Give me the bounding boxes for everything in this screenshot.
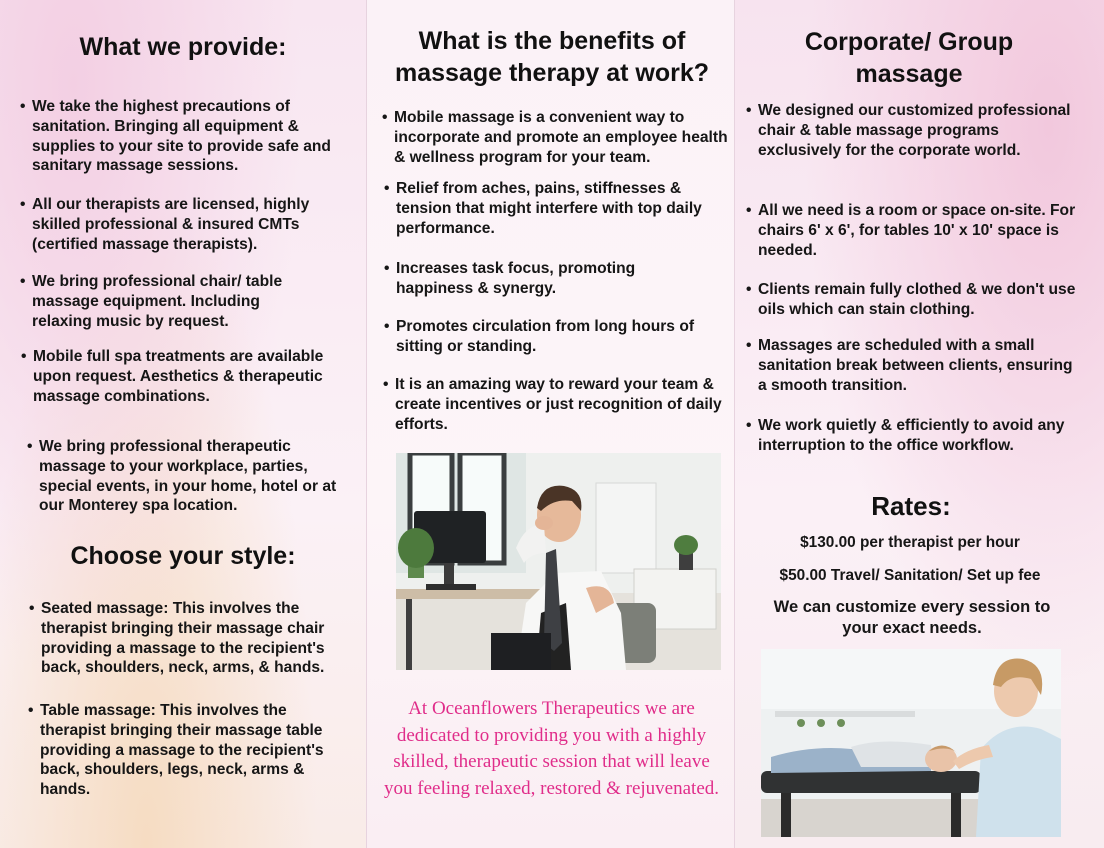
bullet-dot-icon: • [29,600,35,617]
bullet-dot-icon: • [27,438,33,455]
bullet-dot-icon: • [746,202,752,219]
bullet-reward: • It is an amazing way to reward your team & create incentives or just recognition of daily efforts. [383,376,722,433]
bullet-workplace: • We bring professional therapeutic massage to your workplace, parties, special events, in your home, hotel or at our Monterey spa location. [27,438,337,515]
bullet-dot-icon: • [746,337,752,354]
style-seated: • Seated massage: This involves the therapist bringing their massage chair providing a massage to the recipient's back, shoulders, neck, arms, & hands. [29,600,325,677]
bullet-scheduled: • Massages are scheduled with a small sanitation break between clients, ensuring a smooth transition. [746,337,1073,394]
bullet-dot-icon: • [746,417,752,434]
bullet-dot-icon: • [746,102,752,119]
bullet-dot-icon: • [20,273,26,290]
bullet-dot-icon: • [384,260,390,277]
bullet-quietly: • We work quietly & efficiently to avoid any interruption to the office workflow. [746,417,1065,454]
heading-choose-style: Choose your style: [70,542,296,570]
bullet-dot-icon: • [382,109,388,126]
customize-note: We can customize every session to your exact needs. [773,598,1051,637]
rate-travel-fee: $50.00 Travel/ Sanitation/ Set up fee [779,567,1041,584]
bullet-spa: • Mobile full spa treatments are available upon request. Aesthetics & therapeutic massage combinations. [21,348,324,405]
bullet-dot-icon: • [383,376,389,393]
heading-rates: Rates: [871,491,951,521]
rate-per-hour: $130.00 per therapist per hour [800,534,1020,551]
bullet-clothed: • Clients remain fully clothed & we don't use oils which can stain clothing. [746,281,1076,318]
bullet-dot-icon: • [20,98,26,115]
bullet-circulation: • Promotes circulation from long hours of sitting or standing. [384,318,695,355]
bullet-dot-icon: • [384,180,390,197]
tagline-oceanflowers: At Oceanflowers Therapeutics we are dedicated to providing you with a highly skilled, therapeutic session that will leave you feeling relaxed, restored & rejuvenated. [384,698,719,799]
bullet-dot-icon: • [20,196,26,213]
bullet-equipment: • We bring professional chair/ table massage equipment. Including relaxing music by request. [20,273,283,330]
style-table: • Table massage: This involves the therapist bringing their massage table providing a massage to the recipient's back, shoulders, legs, neck, arms & hands. [28,702,324,799]
bullet-dot-icon: • [384,318,390,335]
bullet-focus: • Increases task focus, promoting happiness & synergy. [384,260,636,297]
bullet-dot-icon: • [746,281,752,298]
bullet-room: • All we need is a room or space on-site. For chairs 6' x 6', for tables 10' x 10' space is needed. [746,202,1076,259]
heading-corporate: Corporate/ Group massage [804,28,1014,88]
bullet-dot-icon: • [28,702,34,719]
heading-what-we-provide: What we provide: [79,33,287,61]
table-massage-photo [761,649,1061,837]
bullet-convenient: • Mobile massage is a convenient way to incorporate and promote an employee health & wellness program for your team. [382,109,728,166]
heading-benefits: What is the benefits of massage therapy at work? [394,27,709,87]
panel-what-we-provide [0,0,366,848]
bullet-customized: • We designed our customized professional chair & table massage programs exclusively for the corporate world. [746,102,1071,159]
bullet-sanitation: • We take the highest precautions of sanitation. Bringing all equipment & supplies to your site to provide safe and sanitary massage sessions. [20,98,331,175]
bullet-dot-icon: • [21,348,27,365]
panel-corporate [735,0,1104,848]
panel-benefits [366,0,735,848]
bullet-relief: • Relief from aches, pains, stiffnesses & tension that might interfere with top daily performance. [384,180,702,237]
office-worker-photo [396,453,721,670]
bullet-therapists: • All our therapists are licensed, highly skilled professional & insured CMTs (certified massage therapists). [20,196,310,253]
